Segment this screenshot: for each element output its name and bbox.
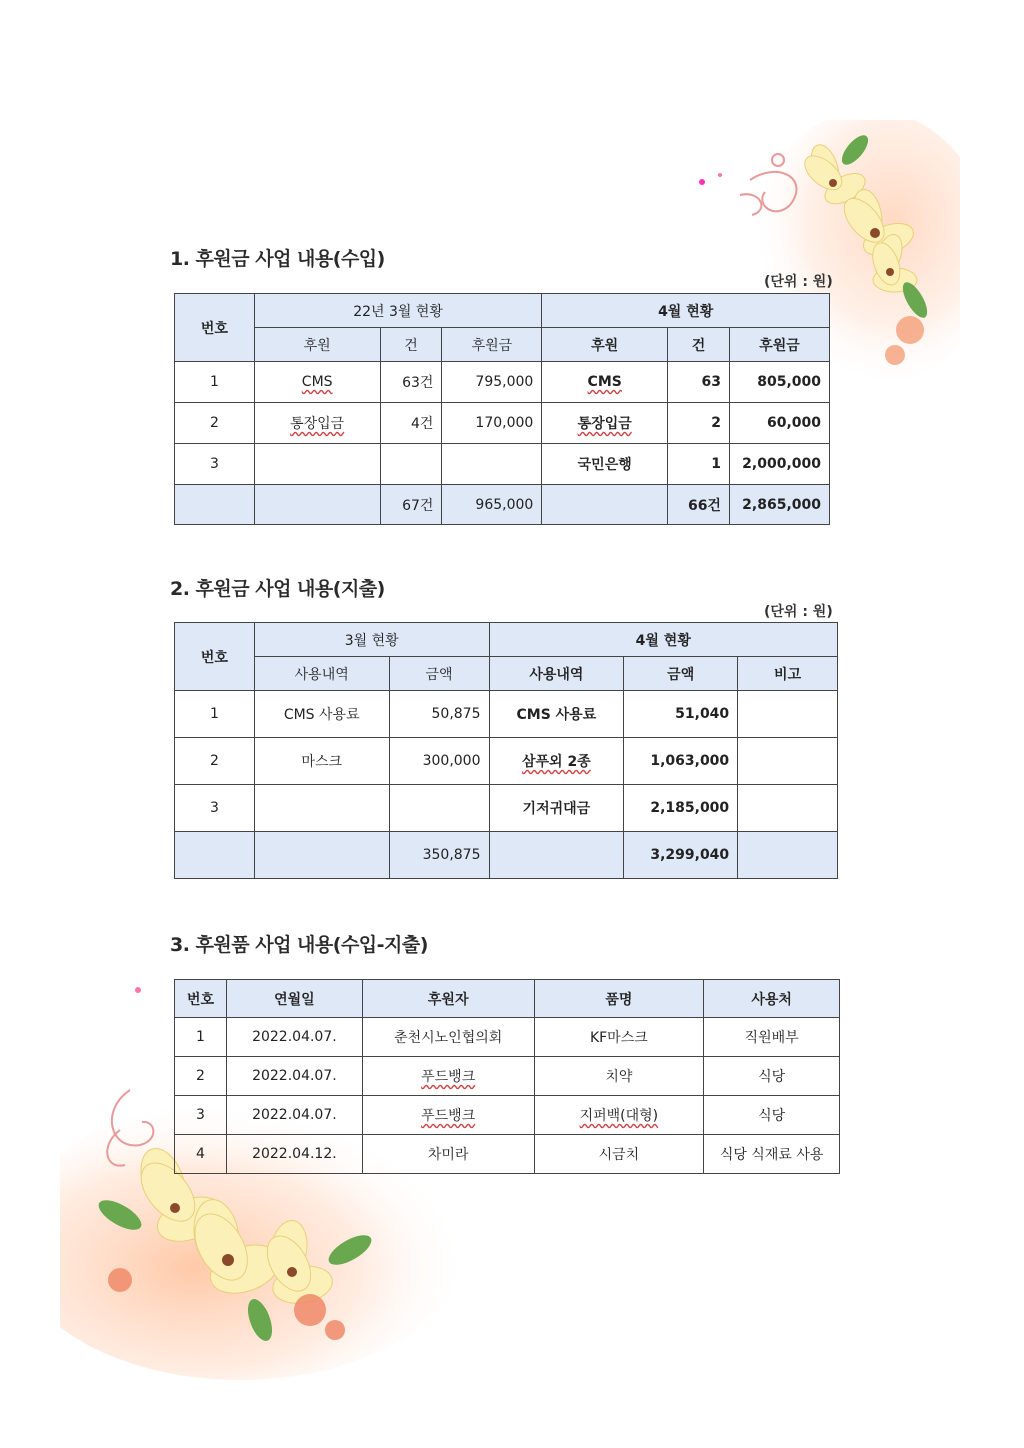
- cell-usage: 삼푸외 2종: [522, 754, 591, 770]
- cell-no: 1: [175, 691, 255, 738]
- table-row: [175, 785, 838, 832]
- cell-amount: 60,000: [729, 403, 829, 444]
- subheader: 후원금: [729, 328, 829, 362]
- cell-amount: 2,185,000: [624, 785, 738, 832]
- header-period-march: 22년 3월 현황: [254, 294, 542, 328]
- cell-count: [380, 444, 442, 485]
- table-row: [175, 1057, 840, 1096]
- cell-amount: 805,000: [729, 362, 829, 403]
- cell-donor: CMS: [301, 374, 333, 390]
- cell-count: 1: [668, 444, 730, 485]
- header-no: 번호: [175, 980, 227, 1018]
- subheader: 후원: [542, 328, 668, 362]
- subheader: 사용내역: [254, 657, 389, 691]
- header-no: 번호: [175, 623, 255, 691]
- total-row: [175, 832, 838, 879]
- cell-usage: CMS 사용료: [489, 691, 624, 738]
- cell-donor: 통장입금: [577, 416, 632, 432]
- cell-donor: 차미라: [362, 1135, 534, 1174]
- cell-no: 2: [175, 1057, 227, 1096]
- header-usage: 사용처: [704, 980, 840, 1018]
- cell-count: 63건: [380, 362, 442, 403]
- cell-no: 4: [175, 1135, 227, 1174]
- header-period-april: 4월 현황: [542, 294, 830, 328]
- header-no: 번호: [175, 294, 255, 362]
- subheader: 비고: [738, 657, 838, 691]
- table-row: [175, 691, 838, 738]
- cell-amount: 50,875: [389, 691, 489, 738]
- cell-no: 3: [175, 785, 255, 832]
- total-amount: 3,299,040: [624, 832, 738, 879]
- cell-usage: [254, 785, 389, 832]
- table-row: [175, 444, 830, 485]
- cell-note: [738, 691, 838, 738]
- table-row: [175, 403, 830, 444]
- cell-no: 1: [175, 1018, 227, 1057]
- expense-table: [174, 622, 838, 879]
- header-period-march: 3월 현황: [254, 623, 489, 657]
- section2-unit: (단위 : 원): [764, 604, 833, 620]
- cell-count: 2: [668, 403, 730, 444]
- subheader: 금액: [624, 657, 738, 691]
- cell-amount: 1,063,000: [624, 738, 738, 785]
- subheader: 후원: [254, 328, 380, 362]
- table-row: [175, 738, 838, 785]
- cell-donor: CMS: [587, 374, 622, 390]
- subheader: 후원금: [442, 328, 542, 362]
- cell-donor: [254, 444, 380, 485]
- cell-note: [738, 738, 838, 785]
- table-row: [175, 1018, 840, 1057]
- section1-title: 1. 후원금 사업 내용(수입): [170, 248, 385, 270]
- cell-donor: 춘천시노인협의회: [362, 1018, 534, 1057]
- table-row: [175, 1096, 840, 1135]
- cell-usage: 직원배부: [704, 1018, 840, 1057]
- cell-donor: 통장입금: [290, 416, 345, 432]
- subheader: 건: [380, 328, 442, 362]
- table-row: [175, 1135, 840, 1174]
- cell-usage: CMS 사용료: [254, 691, 389, 738]
- total-amount: 965,000: [442, 485, 542, 525]
- header-donor: 후원자: [362, 980, 534, 1018]
- cell-note: [738, 785, 838, 832]
- cell-item: KF마스크: [534, 1018, 704, 1057]
- income-table: [174, 293, 830, 525]
- goods-table: [174, 979, 840, 1174]
- cell-no: 1: [175, 362, 255, 403]
- section1-unit: (단위 : 원): [764, 274, 833, 290]
- cell-donor: 푸드뱅크: [421, 1069, 476, 1085]
- cell-donor: 국민은행: [542, 444, 668, 485]
- cell-no: 3: [175, 444, 255, 485]
- cell-no: 2: [175, 738, 255, 785]
- subheader: 금액: [389, 657, 489, 691]
- total-row: [175, 485, 830, 525]
- cell-amount: 2,000,000: [729, 444, 829, 485]
- total-count: 66건: [668, 485, 730, 525]
- cell-date: 2022.04.07.: [226, 1018, 362, 1057]
- cell-date: 2022.04.07.: [226, 1057, 362, 1096]
- cell-amount: [389, 785, 489, 832]
- total-amount: 350,875: [389, 832, 489, 879]
- section2-title: 2. 후원금 사업 내용(지출): [170, 578, 385, 600]
- header-item: 품명: [534, 980, 704, 1018]
- cell-amount: 170,000: [442, 403, 542, 444]
- cell-date: 2022.04.07.: [226, 1096, 362, 1135]
- header-date: 연월일: [226, 980, 362, 1018]
- cell-usage: 기저귀대금: [489, 785, 624, 832]
- cell-usage: 식당: [704, 1096, 840, 1135]
- cell-count: 63: [668, 362, 730, 403]
- cell-no: 3: [175, 1096, 227, 1135]
- total-amount: 2,865,000: [729, 485, 829, 525]
- subheader: 사용내역: [489, 657, 624, 691]
- header-period-april: 4월 현황: [489, 623, 838, 657]
- cell-amount: [442, 444, 542, 485]
- cell-donor: 푸드뱅크: [421, 1108, 476, 1124]
- cell-amount: 51,040: [624, 691, 738, 738]
- cell-item: 치약: [534, 1057, 704, 1096]
- total-count: 67건: [380, 485, 442, 525]
- cell-usage: 식당: [704, 1057, 840, 1096]
- section3-title: 3. 후원품 사업 내용(수입-지출): [170, 934, 428, 956]
- cell-count: 4건: [380, 403, 442, 444]
- subheader: 건: [668, 328, 730, 362]
- cell-date: 2022.04.12.: [226, 1135, 362, 1174]
- cell-amount: 795,000: [442, 362, 542, 403]
- table-row: [175, 362, 830, 403]
- cell-item: 시금치: [534, 1135, 704, 1174]
- cell-no: 2: [175, 403, 255, 444]
- cell-amount: 300,000: [389, 738, 489, 785]
- cell-usage: 마스크: [254, 738, 389, 785]
- cell-usage: 식당 식재료 사용: [704, 1135, 840, 1174]
- cell-item: 지퍼백(대형): [579, 1108, 659, 1124]
